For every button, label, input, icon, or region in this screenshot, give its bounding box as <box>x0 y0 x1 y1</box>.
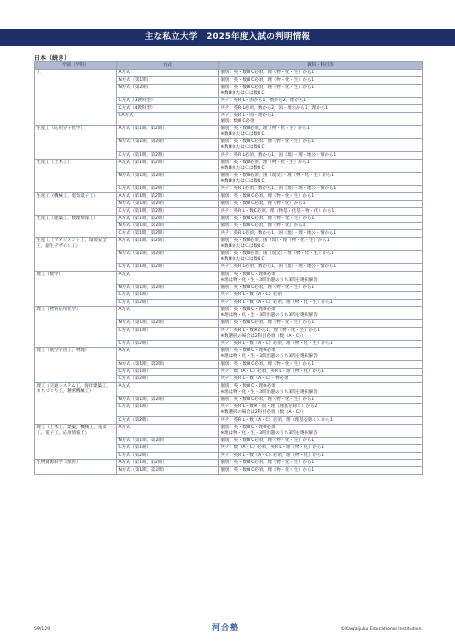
subjects-cell <box>219 70 423 77</box>
admission-table <box>34 61 423 475</box>
subject-line: 共テ：英R L必須，数から1，国（現）・理・地公・情から1 <box>220 186 337 192</box>
subjects-cell <box>219 237 423 250</box>
method-cell: A方式（第1期，第2期） <box>117 193 219 200</box>
subjects-cell <box>219 437 423 444</box>
subjects-cell <box>219 251 423 264</box>
table-row <box>35 383 423 396</box>
table-row <box>35 193 423 200</box>
dept-cell: 理工（物質応用化学） <box>35 306 117 347</box>
subjects-cell <box>219 200 423 207</box>
subject-line: ※数ⅢまたはＣは数Ⅱ C <box>220 165 265 171</box>
column-header-method: 方式 <box>117 62 219 70</box>
table-row <box>35 271 423 284</box>
subjects-cell <box>219 215 423 222</box>
subjects-cell <box>219 368 423 375</box>
subjects-cell <box>219 77 423 84</box>
subject-line: 共テ：英R L必須，数から1，国（現）・理・地公・情から1 <box>220 152 337 158</box>
method-cell: C方式（第1期，第2期） <box>117 208 219 215</box>
subjects-cell <box>219 97 423 104</box>
subject-line: 個別：英・数Ⅲ C・理※必須 <box>220 271 276 277</box>
method-cell: N方式（第1期，第2期） <box>117 396 219 403</box>
method-cell: C方式（第1期，第2期） <box>117 230 219 237</box>
dept-cell: 理工（土木工，建築，機械工，電気工，電子工，応用情報工） <box>35 424 117 459</box>
method-cell: C方式（第2期） <box>117 340 219 347</box>
subjects-cell <box>219 139 423 152</box>
method-cell: A方式 <box>117 348 219 361</box>
method-cell: A方式 <box>117 383 219 396</box>
subject-line: 個別：英・数Ⅲ C必須，理（物・化・生）から1 <box>220 361 315 367</box>
subject-line: 共テ：英R L・数（A・C）必須，理（理基を除く）から1 <box>220 417 333 423</box>
method-cell: C方式（第1期） <box>117 404 219 417</box>
subjects-cell <box>219 292 423 299</box>
subjects-cell <box>219 152 423 159</box>
column-header-subjects: 教科・科目等 <box>219 62 423 70</box>
table-body <box>35 70 423 475</box>
subject-line: 共テ：英R L・数（A・C）必須，理（物・化・生）から1 <box>220 341 333 346</box>
method-cell: N方式（第1期） <box>117 77 219 84</box>
table-row <box>35 459 423 466</box>
table-row <box>35 424 423 437</box>
dept-cell: 生産工（応用分子化学） <box>35 125 117 159</box>
subject-line: 個別：英・数Ⅲ C必須，理（物・化・生）から1 <box>220 285 315 291</box>
subjects-cell <box>219 327 423 340</box>
subject-line: 共テ：英R L必須，数から1，国（現）・理・地公・情から1 <box>220 264 337 270</box>
method-cell: A方式（第1期，第2期） <box>117 125 219 138</box>
subjects-cell <box>219 112 423 125</box>
subject-line: ※数ⅢまたはＣは数Ⅱ C <box>220 132 265 138</box>
subject-line: ※数ⅢまたはＣは数Ⅱ C <box>220 178 265 184</box>
copyright: ©Kawaijuku Educational Institution. <box>340 627 423 632</box>
subject-line: 共テ：英R L・数C必須，理（物基・化基・物・化）から1 <box>220 208 335 214</box>
subject-line: 個別：英・数Ⅲ C必須，理（物・化・生）から1 <box>220 215 315 221</box>
method-cell: A方式 <box>117 424 219 437</box>
subject-line: 共テ：英R L・国・理から1 <box>220 113 275 119</box>
subject-line: 共テ：英R L・数※から1，理（物・化・生）から1 <box>220 327 321 333</box>
subject-line: 個別：英・数Ⅲ必須，理（物・化・生）から1 <box>220 160 310 165</box>
subjects-cell <box>219 404 423 417</box>
subjects-cell <box>219 340 423 347</box>
method-cell: A方式 <box>117 271 219 284</box>
subjects-cell <box>219 186 423 193</box>
subject-line: ※数ⅢまたはＣは数Ⅱ C <box>220 145 265 151</box>
method-cell: A方式 <box>117 70 219 77</box>
subjects-cell <box>219 396 423 403</box>
subject-line: ※数選択の場合は2科目必須（数（A・C）） <box>220 410 306 416</box>
subject-line: 個別：英・数Ⅲ C必須，理（物・化・生）から1 <box>220 438 315 444</box>
subjects-cell <box>219 264 423 271</box>
subject-line: 共テ：英R L・数（A・C）必須 <box>220 292 282 298</box>
subject-line: 共テ：英R L必須，数から1，国（現）・理・地公・情から1 <box>220 230 337 236</box>
subject-line: ※数ⅢまたはＣは数Ⅱ C <box>220 90 265 96</box>
subject-line: 個別：英・数Ⅲ C・理※必須 <box>220 424 276 430</box>
subject-line: 個別：英・数Ⅲ C必須，理（物・化・生）から1 <box>220 320 315 326</box>
subject-line: 個別：英・数Ⅲ必須，国（現文）・理（物・化・生）から1 <box>220 251 334 257</box>
subjects-cell <box>219 172 423 185</box>
subjects-cell <box>219 424 423 437</box>
dept-cell: 理工（航空宇宙工，物理） <box>35 348 117 383</box>
table-row <box>35 348 423 361</box>
method-cell: A方式（第1期，第2期） <box>117 237 219 250</box>
column-header-dept: 学部（学科） <box>35 62 117 70</box>
table-row <box>35 215 423 222</box>
method-cell: A方式（第1期，第2期） <box>117 459 219 466</box>
method-cell: C方式（第1期，第2期） <box>117 186 219 193</box>
table-row <box>35 237 423 250</box>
subjects-cell <box>219 284 423 291</box>
subject-line: 共テ：数（A・C）必須，英R L・理（物・化）から1 <box>220 368 325 374</box>
method-cell: N方式（第1期，第2期） <box>117 139 219 152</box>
dept-cell: 生産工（機械工，電気電子工） <box>35 193 117 215</box>
subject-line: 共テ：英R L必須，数から2，国・地公から1，理から1 <box>220 105 328 111</box>
subject-line: 個別：英・数Ⅲ C必須，理（物・化・生）から1 <box>220 193 315 199</box>
subject-line: 個別：英・数Ⅲ必須，国（現）・理（物・化・生）から1 <box>220 238 330 244</box>
method-cell: N方式（第1期，第2期） <box>117 223 219 230</box>
subject-line: 個別：英・数Ⅲ C必須，理（物・化）から1 <box>220 201 306 207</box>
method-cell: C方式（第2期） <box>117 299 219 306</box>
subjects-cell <box>219 417 423 424</box>
page-header: 主な私立大学 2025年度入試の判明情報 <box>0 29 455 46</box>
subject-line: 個別：英・数Ⅲ必須，国（現文）・理（物・化・生）から1 <box>220 173 334 179</box>
subject-line: 個別：数Ⅲ C必須 <box>220 118 255 124</box>
subject-line: 共テ：英R L・数※・国・理（理基を除く）から2 <box>220 404 318 410</box>
subject-line: 個別：英・数Ⅲ C必須，理（物・化・生）から1 <box>220 396 315 402</box>
method-cell: C方式（4教科型） <box>117 105 219 112</box>
subjects-cell <box>219 230 423 237</box>
subjects-cell <box>219 467 423 474</box>
dept-cell: 生産工（建築工，数理情報工） <box>35 215 117 237</box>
subject-line: 個別：英・数Ⅲ C必須，理（物・化）から1 <box>220 223 306 229</box>
subjects-cell <box>219 452 423 459</box>
subjects-cell <box>219 299 423 306</box>
subject-line: 共テ：英R L・数（A・C）必須，理（物・化）から1 <box>220 452 325 458</box>
subjects-cell <box>219 193 423 200</box>
subject-line: 個別：英・数Ⅲ C必須，理（物・化・生）から1 <box>220 460 315 466</box>
method-cell: A方式 <box>117 306 219 319</box>
section-title: 日本（続き） <box>34 55 71 62</box>
subjects-cell <box>219 223 423 230</box>
subject-line: 個別：英・数Ⅲ C・理※必須 <box>220 307 276 313</box>
subjects-cell <box>219 105 423 112</box>
subjects-cell <box>219 320 423 327</box>
method-cell: C方式（第1期） <box>117 292 219 299</box>
table-row <box>35 125 423 138</box>
method-cell: N方式（第1期，第2期） <box>117 361 219 368</box>
dept-cell: 理工（交通システム工，海洋建築工，まちづくり工，精密機械工） <box>35 383 117 424</box>
subject-line: 個別：英・数Ⅲ C必須，理（物・化・生）から1 <box>220 70 315 76</box>
subjects-cell <box>219 376 423 383</box>
subject-line: 共テ：英R L・数（A・C）・物必須 <box>220 376 289 382</box>
method-cell: N方式（第1期，第2期） <box>117 437 219 444</box>
subject-line: ※数ⅢまたはＣは数Ⅱ C <box>220 257 265 263</box>
kawaijuku-logo: 河合塾 <box>212 623 239 632</box>
subject-line: 個別：英・数Ⅲ C必須，理（物・化・生）から1 <box>220 139 315 145</box>
subject-line: ※理は物・化・生・3問出題のうち3問を選択解答 <box>220 313 318 319</box>
subjects-cell <box>219 348 423 361</box>
subject-line: 個別：英・数Ⅲ必須，理（物・化・生）から1 <box>220 126 310 132</box>
subject-line: 共テ：英R L・国から1，数から2，理から1 <box>220 98 307 104</box>
method-cell: N方式（第2期） <box>117 84 219 97</box>
subject-line: 共テ：数（A・C）必須，英R L・理（物・化）から1 <box>220 445 325 451</box>
method-cell: N方式（第1期，第2期） <box>117 320 219 327</box>
method-cell: C方式（第2期） <box>117 376 219 383</box>
dept-cell: 理工（数学） <box>35 271 117 306</box>
method-cell: C方式（第1期） <box>117 368 219 375</box>
method-cell: CA方式 <box>117 112 219 125</box>
method-cell: C方式（第1期） <box>117 445 219 452</box>
subject-line: ※理は物・化・生・3問出題のうち3問を選択解答 <box>220 277 318 283</box>
dept-cell: 生物資源科学（獣医） <box>35 459 117 474</box>
method-cell: A方式（第1期，第2期） <box>117 215 219 222</box>
dept-cell: 工 <box>35 70 117 126</box>
subject-line: ※数選択の場合は2科目必須（数（A・C）） <box>220 333 306 339</box>
subjects-cell <box>219 459 423 466</box>
method-cell: C方式（第1期，第2期） <box>117 264 219 271</box>
method-cell: C方式（第1期） <box>117 327 219 340</box>
method-cell: A方式（第1期，第2期） <box>117 159 219 172</box>
subjects-cell <box>219 383 423 396</box>
table-row <box>35 306 423 319</box>
subjects-cell <box>219 84 423 97</box>
method-cell: C方式（3教科型） <box>117 97 219 104</box>
subject-line: 個別：英・数Ⅲ C・理※必須 <box>220 383 276 389</box>
subject-line: ※理は物・化・生・3問出題のうち3問を選択解答 <box>220 430 318 436</box>
table-header-row <box>35 62 423 70</box>
subjects-cell <box>219 271 423 284</box>
subject-line: 個別：英・数Ⅲ C必須，理（物・化・生）から1 <box>220 77 315 83</box>
subjects-cell <box>219 159 423 172</box>
subject-line: 個別：英・数Ⅲ C・理※必須 <box>220 348 276 354</box>
method-cell: N方式（第1期，第2期） <box>117 172 219 185</box>
method-cell: N方式（第1期，第2期） <box>117 284 219 291</box>
subject-line: 共テ：英R L・数（A・C）必須，理（物・化・生）から1 <box>220 299 333 305</box>
subjects-cell <box>219 208 423 215</box>
subjects-cell <box>219 445 423 452</box>
method-cell: C方式（第2期） <box>117 452 219 459</box>
method-cell: C方式（第1期，第2期） <box>117 152 219 159</box>
subjects-cell <box>219 361 423 368</box>
table-row <box>35 70 423 77</box>
subject-line: ※理は物・化・生・3問出題のうち3問を選択解答 <box>220 354 318 360</box>
subject-line: 個別：英・数Ⅲ C必須，理（物・化・生）から1 <box>220 85 315 91</box>
subjects-cell <box>219 125 423 138</box>
dept-cell: 生産工（土木工） <box>35 159 117 193</box>
method-cell: N方式（第1期，第2期） <box>117 251 219 264</box>
subjects-cell <box>219 306 423 319</box>
method-cell: N方式（第1期，第2期） <box>117 467 219 474</box>
subject-line: ※理は物・化・生・3問出題のうち3問を選択解答 <box>220 389 318 395</box>
method-cell: C方式（第2期） <box>117 417 219 424</box>
dept-cell: 生産工（マネジメント工，環境安全工，創生デザイン工） <box>35 237 117 271</box>
table-row <box>35 159 423 172</box>
method-cell: N方式（第1期，第2期） <box>117 200 219 207</box>
page-number: 59/129 <box>34 627 51 632</box>
subject-line: 個別：英・数Ⅲ C必須，理（物・化・生）から1 <box>220 467 315 473</box>
subject-line: ※数ⅢまたはＣは数Ⅱ C <box>220 243 265 249</box>
